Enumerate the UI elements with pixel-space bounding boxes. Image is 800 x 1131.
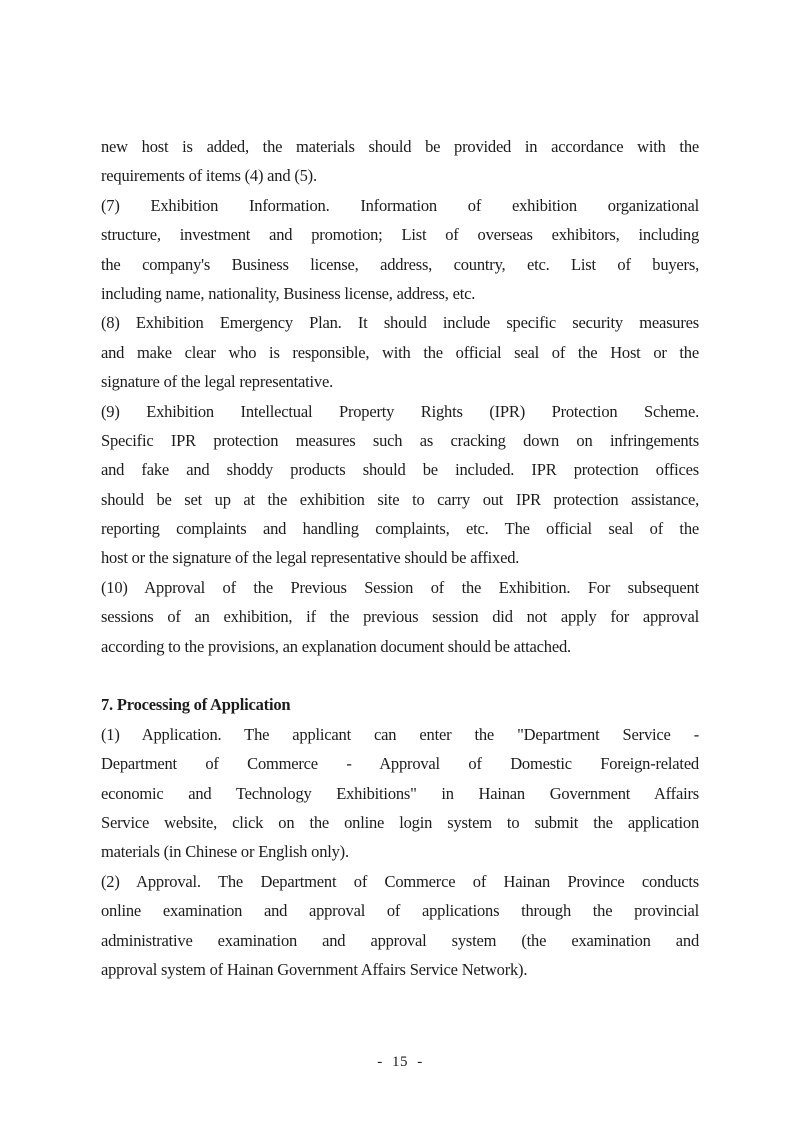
text-line: (10) Approval of the Previous Session of the Exhibition. For subsequent (101, 577, 699, 597)
text-line: Department of Commerce - Approval of Domestic Foreign-related (101, 754, 699, 774)
text-line: (2) Approval. The Department of Commerce of Hainan Province conducts (101, 871, 699, 891)
text-line: including name, nationality, Business license, address, etc. (101, 283, 476, 303)
text-line: economic and Technology Exhibitions" in Hainan Government Affairs (101, 783, 699, 803)
page-footer (0, 1052, 800, 1072)
text-line: the company's Business license, address, country, etc. List of buyers, (101, 254, 699, 274)
text-line: online examination and approval of applications through the provincial (101, 901, 699, 921)
text-line: materials (in Chinese or English only). (101, 842, 349, 862)
text-line: signature of the legal representative. (101, 372, 334, 392)
text-line: administrative examination and approval system (the examination and (101, 930, 699, 950)
text-line: and fake and shoddy products should be included. IPR protection offices (101, 460, 699, 480)
document-body (101, 132, 699, 984)
text-line: requirements of items (4) and (5). (101, 166, 317, 186)
blank-line (101, 661, 699, 690)
text-line: host or the signature of the legal representative should be affixed. (101, 548, 520, 568)
text-line: according to the provisions, an explanation document should be attached. (101, 636, 571, 656)
text-line: Specific IPR protection measures such as cracking down on infringements (101, 430, 699, 450)
text-line: (9) Exhibition Intellectual Property Rights (IPR) Protection Scheme. (101, 401, 699, 421)
text-line: (7) Exhibition Information. Information of exhibition organizational (101, 195, 699, 215)
text-line: and make clear who is responsible, with the official seal of the Host or the (101, 342, 699, 362)
text-line: sessions of an exhibition, if the previous session did not apply for approval (101, 607, 699, 627)
page-number: - 15 - (377, 1054, 423, 1070)
text-line: reporting complaints and handling complaints, etc. The official seal of the (101, 519, 699, 539)
text-line: (8) Exhibition Emergency Plan. It should include specific security measures (101, 313, 699, 333)
text-line: (1) Application. The applicant can enter the "Department Service - (101, 724, 699, 744)
text-line: new host is added, the materials should be provided in accordance with the (101, 137, 699, 156)
text-line: structure, investment and promotion; List of overseas exhibitors, including (101, 225, 699, 245)
text-line: approval system of Hainan Government Affairs Service Network). (101, 959, 528, 979)
text-line: should be set up at the exhibition site to carry out IPR protection assistance, (101, 489, 699, 509)
text-line: Service website, click on the online login system to submit the application (101, 812, 699, 832)
section-heading: 7. Processing of Application (101, 695, 291, 715)
